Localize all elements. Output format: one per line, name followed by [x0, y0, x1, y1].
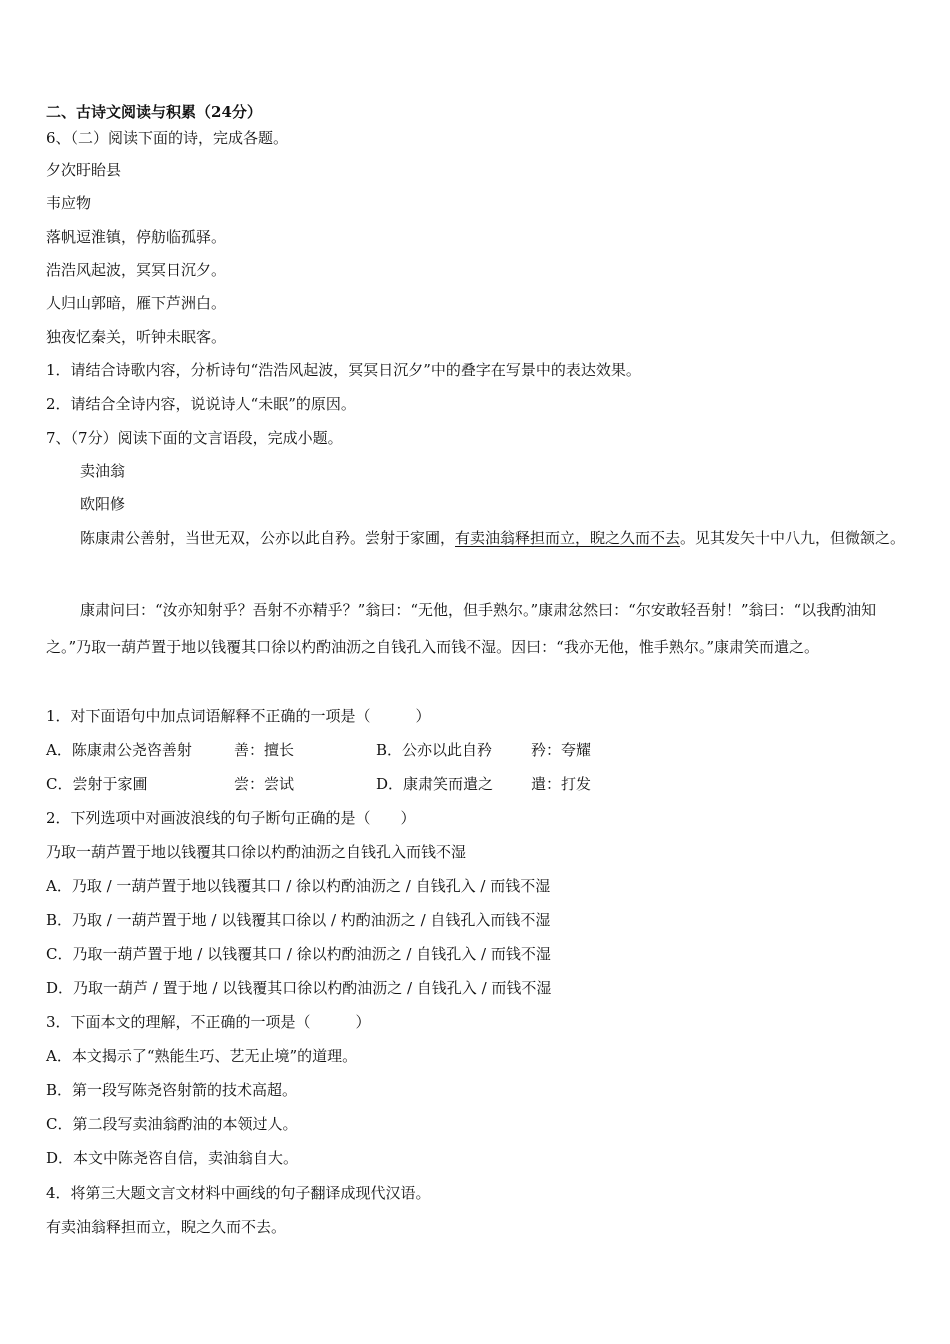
text-author: 欧阳修 — [80, 495, 126, 513]
s3-option-b: B．第一段写陈尧咨射箭的技术高超。 — [46, 1081, 298, 1099]
s2-option-a: A．乃取 / 一葫芦置于地以钱覆其口 / 徐以杓酌油沥之 / 自钱孔入 / 而钱不湿 — [46, 877, 551, 895]
s2-option-b: B．乃取 / 一葫芦置于地 / 以钱覆其口徐以 / 杓酌油沥之 / 自钱孔入而钱不湿 — [46, 911, 551, 929]
underlined-sentence: 有卖油翁释担而立，睨之久而不去 — [455, 529, 681, 547]
text-title: 卖油翁 — [80, 462, 126, 480]
poem-line: 人归山郭暗，雁下芦洲白。 — [46, 294, 227, 312]
s2-option-c: C．乃取一葫芦置于地 / 以钱覆其口 / 徐以杓酌油沥之 / 自钱孔入 / 而钱不湿 — [46, 945, 551, 963]
poem-line: 浩浩风起波，冥冥日沉夕。 — [46, 261, 227, 279]
s3-option-c: C．第二段写卖油翁酌油的本领过人。 — [46, 1115, 298, 1133]
s2-stem: 2．下列选项中对画波浪线的句子断句正确的是（ ） — [46, 809, 416, 827]
passage-p1-start: 陈康肃公善射，当世无双，公亦以此自矜。尝射于家圃， — [80, 529, 456, 547]
q7-intro: 7、（7分）阅读下面的文言语段，完成小题。 — [46, 429, 343, 447]
s1-option-c: C．尝射于家圃 — [46, 775, 148, 793]
s1-stem: 1．对下面语句中加点词语解释不正确的一项是（ ） — [46, 707, 431, 725]
poem-line: 落帆逗淮镇，停舫临孤驿。 — [46, 228, 227, 246]
passage-paragraph-2: 康肃问曰：“汝亦知射乎？吾射不亦精乎？”翁曰：“无他，但手熟尔。”康肃忿然曰：“尔安敢轻吾射！”翁曰：“以我酌油知之。”乃取一葫芦置于地以钱覆其口徐以杓酌油沥之自钱孔入而钱不湿。因曰：“我亦无他，惟手熟尔。”康肃笑而遣之。 — [46, 601, 877, 656]
s4-sentence: 有卖油翁释担而立，睨之久而不去。 — [46, 1218, 287, 1236]
q6-intro: 6、（二）阅读下面的诗，完成各题。 — [46, 129, 289, 147]
s3-stem: 3．下面本文的理解，不正确的一项是（ ） — [46, 1013, 371, 1031]
poem-author: 韦应物 — [46, 194, 92, 212]
s1-option-d-note: 遣：打发 — [531, 775, 592, 793]
s4-stem: 4．将第三大题文言文材料中画线的句子翻译成现代汉语。 — [46, 1184, 431, 1202]
q6-sub2: 2．请结合全诗内容，说说诗人“未眠”的原因。 — [46, 395, 356, 413]
poem-title: 夕次盱眙县 — [46, 161, 122, 179]
q6-sub1: 1．请结合诗歌内容，分析诗句“浩浩风起波，冥冥日沉夕”中的叠字在写景中的表达效果。 — [46, 361, 641, 379]
s3-option-d: D．本文中陈尧咨自信，卖油翁自大。 — [46, 1149, 299, 1167]
section-title: 二、古诗文阅读与积累（24分） — [46, 103, 262, 121]
s1-option-b: B．公亦以此自矜 — [376, 741, 493, 759]
poem-line: 独夜忆秦关，听钟未眠客。 — [46, 328, 227, 346]
s1-option-a-note: 善：擅长 — [234, 741, 295, 759]
s2-option-d: D．乃取一葫芦 / 置于地 / 以钱覆其口徐以杓酌油沥之 / 自钱孔入 / 而钱不湿 — [46, 979, 552, 997]
passage-paragraph-1 — [46, 520, 908, 557]
s2-sentence: 乃取一葫芦置于地以钱覆其口徐以杓酌油沥之自钱孔入而钱不湿 — [46, 843, 467, 861]
s1-option-c-note: 尝：尝试 — [234, 775, 295, 793]
s1-option-d: D．康肃笑而遣之 — [376, 775, 494, 793]
s3-option-a: A．本文揭示了“熟能生巧、艺无止境”的道理。 — [46, 1047, 358, 1065]
s1-option-b-note: 矜：夸耀 — [531, 741, 592, 759]
passage-p1-end: 。见其发矢十中八九，但微颔之。 — [680, 529, 906, 547]
s1-option-a: A．陈康肃公尧咨善射 — [46, 741, 192, 759]
